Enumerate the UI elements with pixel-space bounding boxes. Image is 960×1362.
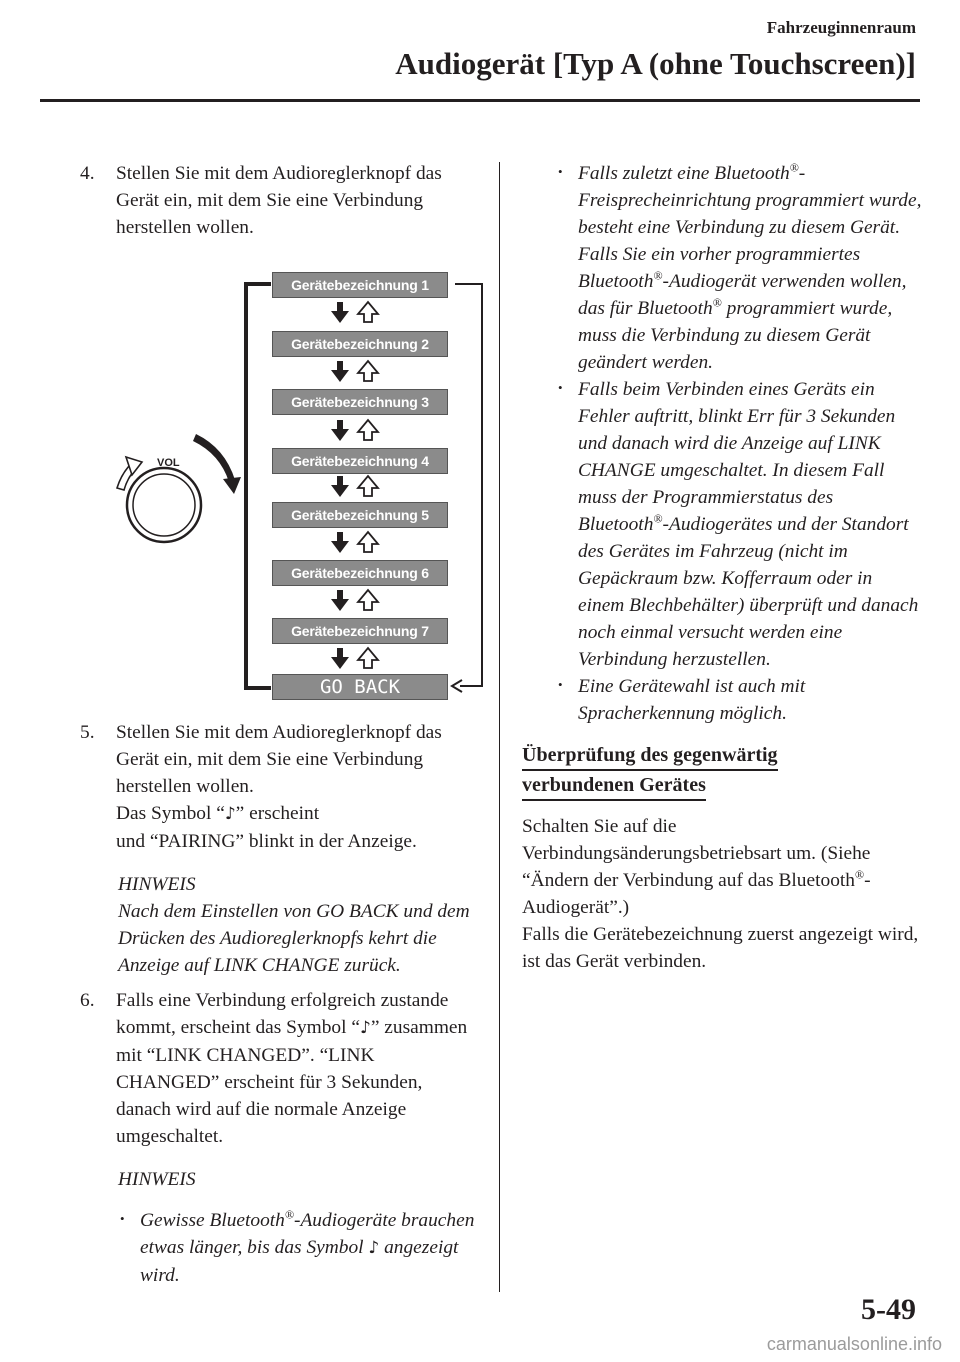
device-selection-diagram [100,262,490,710]
bullet-last-handsfree: • Falls zuletzt eine Bluetooth®-Freisprecheinrichtung programmiert wurde, besteht eine Verbindung zu diesem Gerät. Falls Sie ein vorher programmiertes Bluetooth®-Audiogerät verwenden wollen, das für Bluetooth® programmiert wurde, muss die Verbindung zu diesem Gerät geändert werden. [556,160,922,376]
note-symbol-icon: ♪ [224,804,236,824]
column-divider [499,162,500,1292]
bracket-left-inner [251,288,271,684]
device-item-2: Gerätebezeichnung 2 [272,331,448,357]
page-title: Audiogerät [Typ A (ohne Touchscreen)] [395,46,916,81]
note-1-text: Nach dem Einstellen von GO BACK und dem Drücken des Audioreglerknopfs kehrt die Anzeige auf LINK CHANGE zurück. [118,901,470,976]
go-back-item: GO BACK [272,674,448,700]
watermark: carmanualsonline.info [766,1334,942,1354]
header-section: Fahrzeuginnenraum [766,18,916,37]
step-6-number: 6. [80,990,95,1011]
step-5-text: Stellen Sie mit dem Audioreglerknopf das Gerät ein, mit dem Sie eine Verbindung herstellen wollen. [116,722,442,797]
device-item-7: Gerätebezeichnung 7 [272,618,448,644]
step-4 [80,160,480,241]
arrow-pair-4 [328,474,388,500]
device-item-4: Gerätebezeichnung 4 [272,448,448,474]
note-symbol-icon: ♪ [368,1238,380,1258]
arrow-pair-3 [328,418,388,444]
section-paragraph-1: Schalten Sie auf die Verbindungsänderungsbetriebsart um. (Siehe “Ändern der Verbindung auf das Bluetooth®-Audiogerät”.) [522,816,871,918]
device-item-6: Gerätebezeichnung 6 [272,560,448,586]
section-paragraph-2: Falls die Gerätebezeichnung zuerst angezeigt wird, ist das Gerät verbinden. [522,924,919,972]
note-2-title: HINWEIS [118,1169,196,1190]
right-column [522,160,922,975]
page-number: 5-49 [861,1293,916,1326]
note-symbol-icon: ♪ [359,1018,371,1038]
step-4-text: Stellen Sie mit dem Audioreglerknopf das Gerät ein, mit dem Sie eine Verbindung herstellen wollen. [116,163,442,238]
device-item-1: Gerätebezeichnung 1 [272,272,448,298]
arrow-pair-7 [328,646,388,672]
header-rule [40,99,920,102]
bracket-left [246,284,271,688]
note-1 [80,871,480,979]
note-2-bullet: • Gewisse Bluetooth®-Audiogeräte brauchen etwas länger, bis das Symbol ♪ angezeigt wird. [118,1207,480,1289]
step-5-symbol-line: Das Symbol “♪” erscheint [116,803,320,824]
bracket-right [455,284,482,686]
step-5 [80,719,480,855]
registered-mark: ® [284,1207,294,1222]
note-1-title: HINWEIS [118,874,196,895]
registered-mark: ® [653,268,663,283]
bullet-connection-error: • Falls beim Verbinden eines Geräts ein Fehler auftritt, blinkt Err für 3 Sekunden und danach wird die Anzeige auf LINK CHANGE umgeschaltet. In diesem Fall muss der Programmierstatus des Bluetooth®-Audiogerätes und der Standort des Gerätes im Fahrzeug (nicht im Gepäckraum bzw. Kofferraum oder in einem Blechbehälter) überprüft und danach noch einmal versucht werden eine Verbindung herzustellen. [556,376,922,673]
arrow-pair-2 [328,359,388,385]
registered-mark: ® [712,295,722,310]
vol-knob-inner [133,474,195,536]
device-item-3: Gerätebezeichnung 3 [272,389,448,415]
step-4-number: 4. [80,163,95,184]
step-5-number: 5. [80,722,95,743]
arrow-pair-6 [328,588,388,614]
registered-mark: ® [653,511,663,526]
arrow-pair-5 [328,530,388,556]
bullet-voice-recognition: • Eine Gerätewahl ist auch mit Spracherkennung möglich. [556,673,922,727]
registered-mark: ® [789,160,799,175]
vol-label: VOL [157,457,180,469]
arrow-pair-1 [328,300,388,326]
rotate-cw-arrow-icon [193,434,235,482]
registered-mark: ® [854,867,865,882]
note-2 [80,1166,480,1289]
section-heading: Überprüfung des gegenwärtig verbundenen Gerätes [522,741,922,801]
step-6: 6. Falls eine Verbindung erfolgreich zustande kommt, erscheint das Symbol “♪” zusammen mit “LINK CHANGED”. “LINK CHANGED” erscheint für 3 Sekunden, danach wird auf die normale Anzeige umgeschaltet. [80,987,480,1150]
device-item-5: Gerätebezeichnung 5 [272,502,448,528]
step-5-pairing-line: und “PAIRING” blinkt in der Anzeige. [116,831,417,852]
